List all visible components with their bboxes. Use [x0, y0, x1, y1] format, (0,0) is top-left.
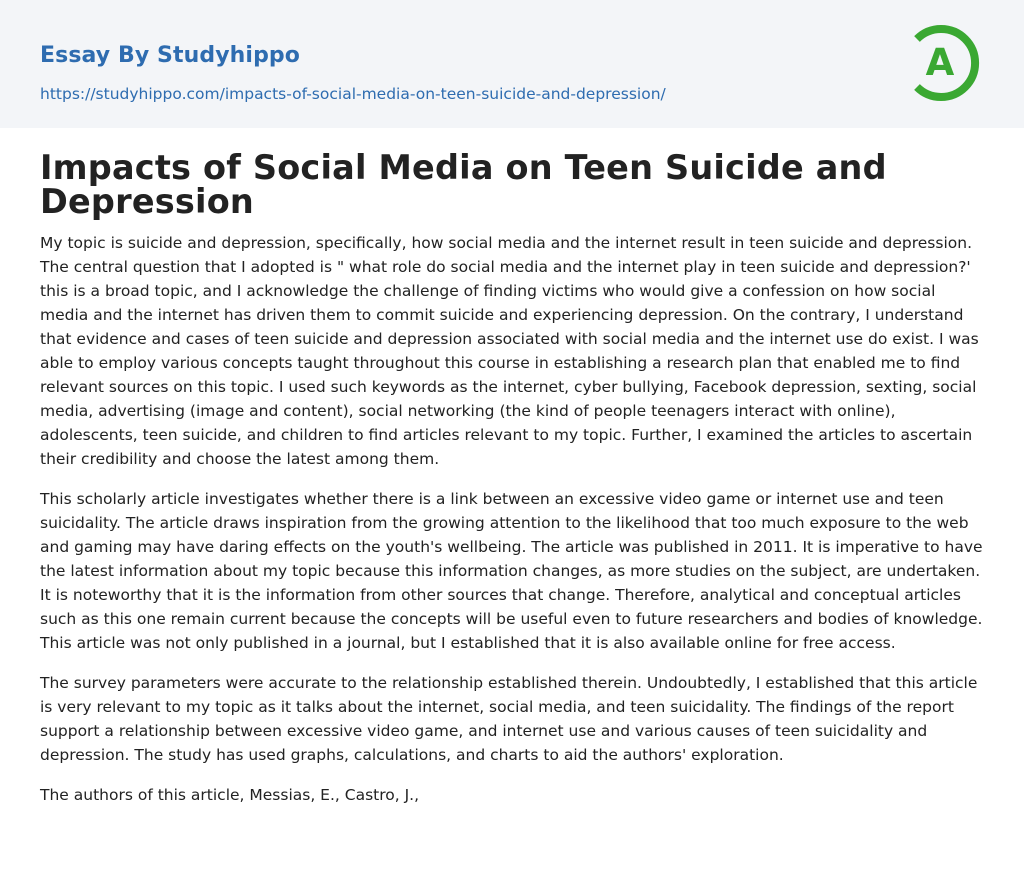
essay-paragraph: This scholarly article investigates whether there is a link between an excessive video game or internet use and teen suicidality. The article draws inspiration from the growing attention to the likelihood that too much exposure to the web and gaming may have daring effects on the youth's wellbeing. The article was published in 2011. It is imperative to have the latest information about my topic because this information changes, as more studies on the subject, are undertaken. It is noteworthy that it is the information from other sources that change. Therefore, analytical and conceptual articles such as this one remain current because the concepts will be useful even to future researchers and bodies of knowledge. This article was not only published in a journal, but I established that it is also available online for free access.: [40, 490, 983, 652]
studyhippo-logo-icon[interactable]: [912, 19, 986, 105]
site-name[interactable]: Essay By Studyhippo: [40, 43, 300, 68]
essay-content: [0, 128, 1024, 807]
essay-paragraph: The survey parameters were accurate to the relationship established therein. Undoubtedly, I established that this article is very relevant to my topic as it talks about the internet, social media, and teen suicidality. The findings of the report support a relationship between excessive video game, and internet use and various causes of teen suicidality and depression. The study has used graphs, calculations, and charts to aid the authors' exploration.: [40, 674, 978, 764]
source-url-link[interactable]: https://studyhippo.com/impacts-of-social-media-on-teen-suicide-and-depression/: [40, 85, 666, 103]
essay-paragraph: The authors of this article, Messias, E., Castro, J.,: [40, 786, 420, 804]
essay-paragraph: My topic is suicide and depression, specifically, how social media and the internet result in teen suicide and depression. The central question that I adopted is " what role do social media and the internet play in teen suicide and depression?' this is a broad topic, and I acknowledge the challenge of finding victims who would give a confession on how social media and the internet has driven them to commit suicide and experiencing depression. On the contrary, I understand that evidence and cases of teen suicide and depression associated with social media and the internet use do exist. I was able to employ various concepts taught throughout this course in establishing a research plan that enabled me to find relevant sources on this topic. I used such keywords as the internet, cyber bullying, Facebook depression, sexting, social media, advertising (image and content), social networking (the kind of people teenagers interact with online), adolescents, teen suicide, and children to find articles relevant to my topic. Further, I examined the articles to ascertain their credibility and choose the latest among them.: [40, 234, 979, 468]
essay-title: Impacts of Social Media on Teen Suicide and Depression: [40, 148, 887, 221]
logo-letter: A: [925, 41, 955, 84]
site-header: [0, 0, 1024, 128]
